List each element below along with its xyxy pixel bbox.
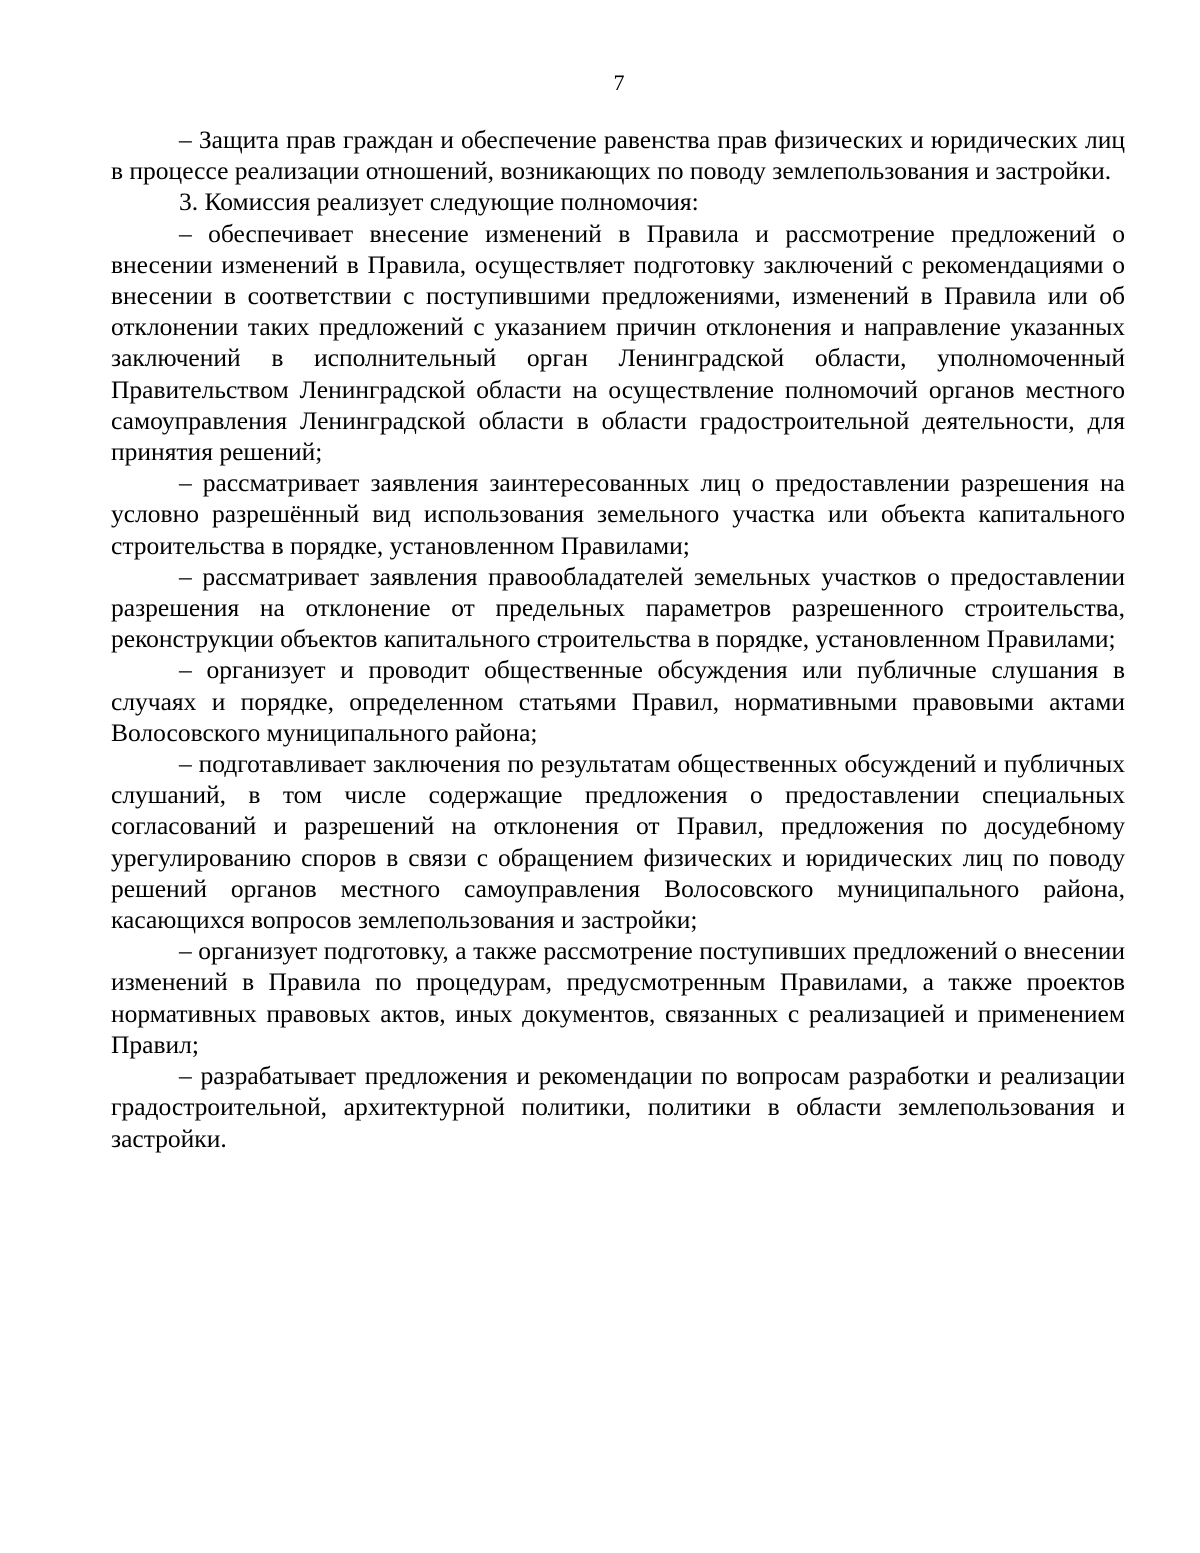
paragraph-policy-development: – разрабатывает предложения и рекомендации по вопросам разработки и реализации градостроительной, архитектурной политики, политики в области землепользования и застройки. bbox=[111, 1061, 1125, 1153]
document-body bbox=[111, 124, 1125, 1154]
paragraph-parameter-deviation: – рассматривает заявления правообладателей земельных участков о предоставлении разрешения на отклонение от предельных параметров разрешенного строительства, реконструкции объектов капитального строительства в порядке, установленном Правилами; bbox=[111, 561, 1125, 654]
paragraph-commission-powers-heading: 3. Комиссия реализует следующие полномочия: bbox=[179, 187, 699, 217]
paragraph-proposals-review: – организует подготовку, а также рассмотрение поступивших предложений о внесении изменений в Правила по процедурам, предусмотренным Правилами, а также проектов нормативных правовых актов, иных документов, связанных с реализацией и применением Правил; bbox=[111, 936, 1125, 1059]
paragraph-amendments: – обеспечивает внесение изменений в Правила и рассмотрение предложений о внесении изменений в Правила, осуществляет подготовку заключений с рекомендациями о внесении в соответствии с поступившими предложениями, изменений в Правила или об отклонении таких предложений с указанием причин отклонения и направление указанных заключений в исполнительный орган Ленинградской области, уполномоченный Правительством Ленинградской области на осуществление полномочий органов местного самоуправления Ленинградской области в области градостроительной деятельности, для принятия решений; bbox=[111, 218, 1125, 467]
page-number: 7 bbox=[613, 70, 625, 95]
paragraph-public-hearings: – организует и проводит общественные обсуждения или публичные слушания в случаях и порядке, определенном статьями Правил, нормативными правовыми актами Волосовского муниципального района; bbox=[111, 655, 1125, 747]
paragraph-rights-protection: – Защита прав граждан и обеспечение равенства прав физических и юридических лиц в процессе реализации отношений, возникающих по поводу землепользования и застройки. bbox=[111, 125, 1125, 186]
paragraph-conclusions: – подготавливает заключения по результатам общественных обсуждений и публичных слушаний, в том числе содержащие предложения о предоставлении специальных согласований и разрешений на отклонения от Правил, предложения по досудебному урегулированию споров в связи с обращением физических и юридических лиц по поводу решений органов местного самоуправления Волосовского муниципального района, касающихся вопросов землепользования и застройки; bbox=[111, 749, 1125, 935]
paragraph-conditional-use: – рассматривает заявления заинтересованных лиц о предоставлении разрешения на условно разрешённый вид использования земельного участка или объекта капитального строительства в порядке, установленном Правилами; bbox=[111, 468, 1125, 560]
